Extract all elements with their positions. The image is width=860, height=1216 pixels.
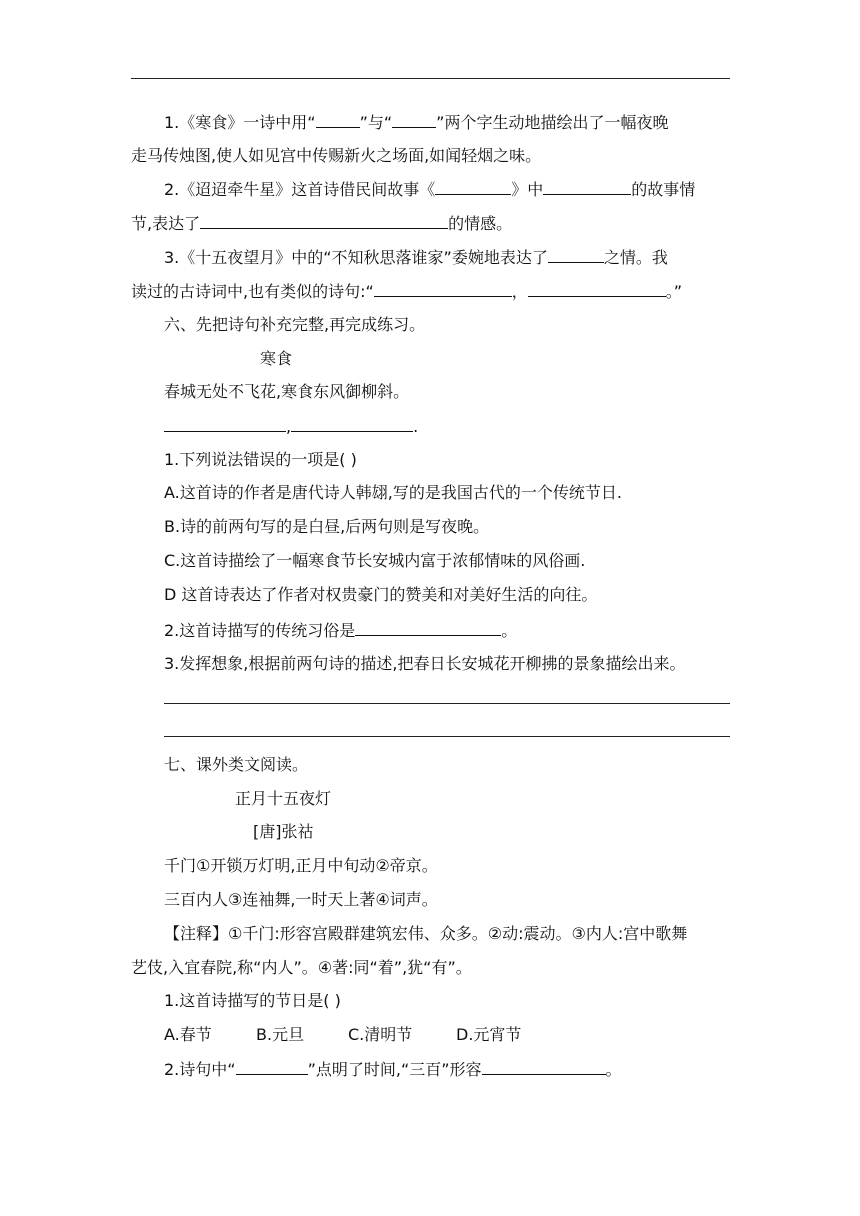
- sec5-q1-text-b: ”与“: [359, 113, 393, 132]
- sec7-poem-title: 正月十五夜灯: [235, 789, 332, 808]
- sec6-q2-end: 。: [501, 621, 518, 640]
- sec6-q3: 3.发挥想象,根据前两句诗的描述,把春日长安城花开柳拂的景象描绘出来。: [164, 654, 686, 673]
- sec5-q2-text-a: 2.《迢迢牵牛星》这首诗借民间故事《: [164, 180, 436, 199]
- sec6-q1: 1.下列说法错误的一项是( ): [164, 450, 357, 469]
- answer-blank[interactable]: [374, 280, 512, 297]
- sec5-q1-text-a: 1.《寒食》一诗中用“: [164, 113, 316, 132]
- sec7-poem-line1: 千门①开锁万灯明,正月中旬动②帝京。: [164, 856, 438, 875]
- sec5-q2-line2: [131, 212, 512, 235]
- answer-blank[interactable]: [200, 212, 448, 229]
- answer-blank[interactable]: [236, 1058, 308, 1075]
- sec5-q2-text-b: 》中: [511, 180, 544, 199]
- answer-blank[interactable]: [355, 619, 501, 636]
- sec7-q2-text-b: ”点明了时间,“三百”形容: [307, 1060, 482, 1079]
- answer-blank[interactable]: [482, 1058, 606, 1075]
- sec7-poem-line2: 三百内人③连袖舞,一时天上著④词声。: [164, 890, 438, 909]
- sec6-option-c: C.这首诗描绘了一幅寒食节长安城内富于浓郁情味的风俗画.: [164, 551, 586, 570]
- sec5-q3-line1: [164, 246, 668, 269]
- sec7-notes-line1: 【注释】①千门:形容宫殿群建筑宏伟、众多。②动:震动。③内人:宫中歌舞: [164, 924, 688, 943]
- sec7-heading: 七、课外类文阅读。: [164, 755, 309, 774]
- sec7-q2: [164, 1058, 622, 1081]
- sec7-option-b: B.元旦: [256, 1025, 305, 1044]
- sec6-option-d: D 这首诗表达了作者对权贵豪门的赞美和对美好生活的向往。: [164, 585, 598, 604]
- sec6-q2-text: 2.这首诗描写的传统习俗是: [164, 621, 356, 640]
- answer-line[interactable]: [164, 703, 730, 704]
- sec5-q3-line2: [131, 280, 682, 303]
- sec6-poem-fill-line: [164, 415, 418, 438]
- sec7-q2-text-a: 2.诗句中“: [164, 1060, 236, 1079]
- sec5-q3-text-a: 3.《十五夜望月》中的“不知秋思落谁家”委婉地表达了: [164, 248, 548, 267]
- answer-blank[interactable]: [548, 246, 604, 263]
- sec7-q2-text-c: 。: [605, 1060, 622, 1079]
- sep-comma: ,: [286, 417, 292, 436]
- sec6-heading: 六、先把诗句补充完整,再完成练习。: [164, 315, 426, 334]
- sec5-q2-text-e: 的情感。: [448, 214, 513, 233]
- sep-period: .: [413, 417, 419, 436]
- sec5-q2-line1: [164, 178, 695, 201]
- answer-line[interactable]: [164, 736, 730, 737]
- sec5-q3-text-e: 。”: [665, 282, 683, 301]
- sec7-option-c: C.清明节: [348, 1025, 413, 1044]
- answer-blank[interactable]: [316, 111, 360, 128]
- sec6-poem-title: 寒食: [260, 349, 293, 368]
- answer-blank[interactable]: [528, 280, 666, 297]
- sec7-option-d: D.元宵节: [456, 1025, 522, 1044]
- sec5-q3-text-c: 读过的古诗词中,也有类似的诗句:“: [131, 282, 374, 301]
- answer-blank[interactable]: [435, 178, 511, 195]
- sec6-q2: [164, 619, 517, 642]
- sec7-poem-author: [唐]张祜: [253, 822, 314, 841]
- header-rule: [131, 78, 730, 79]
- sec6-poem-line1: 春城无处不飞花,寒食东风御柳斜。: [164, 382, 410, 401]
- sec6-option-a: A.这首诗的作者是唐代诗人韩翃,写的是我国古代的一个传统节日.: [164, 483, 622, 502]
- answer-blank[interactable]: [543, 178, 631, 195]
- sec5-q3-text-b: 之情。我: [603, 248, 668, 267]
- sec7-option-a: A.春节: [164, 1025, 212, 1044]
- answer-blank[interactable]: [392, 111, 436, 128]
- sec7-notes-line2: 艺伎,入宜春院,称“内人”。④著:同“着”,犹“有”。: [131, 958, 472, 977]
- sec6-option-b: B.诗的前两句写的是白昼,后两句则是写夜晚。: [164, 517, 490, 536]
- answer-blank[interactable]: [164, 415, 286, 432]
- sec5-q2-text-d: 节,表达了: [131, 214, 201, 233]
- sec5-q1-line1: [164, 111, 668, 134]
- sec5-q1-line2: 走马传烛图,使人如见宫中传赐新火之场面,如闻轻烟之味。: [131, 146, 542, 165]
- answer-blank[interactable]: [291, 415, 413, 432]
- sec5-q2-text-c: 的故事情: [631, 180, 696, 199]
- sec7-q1: 1.这首诗描写的节日是( ): [164, 991, 341, 1010]
- sec5-q3-text-d: ，: [511, 282, 528, 301]
- sec5-q1-text-c: ”两个字生动地描绘出了一幅夜晚: [436, 113, 669, 132]
